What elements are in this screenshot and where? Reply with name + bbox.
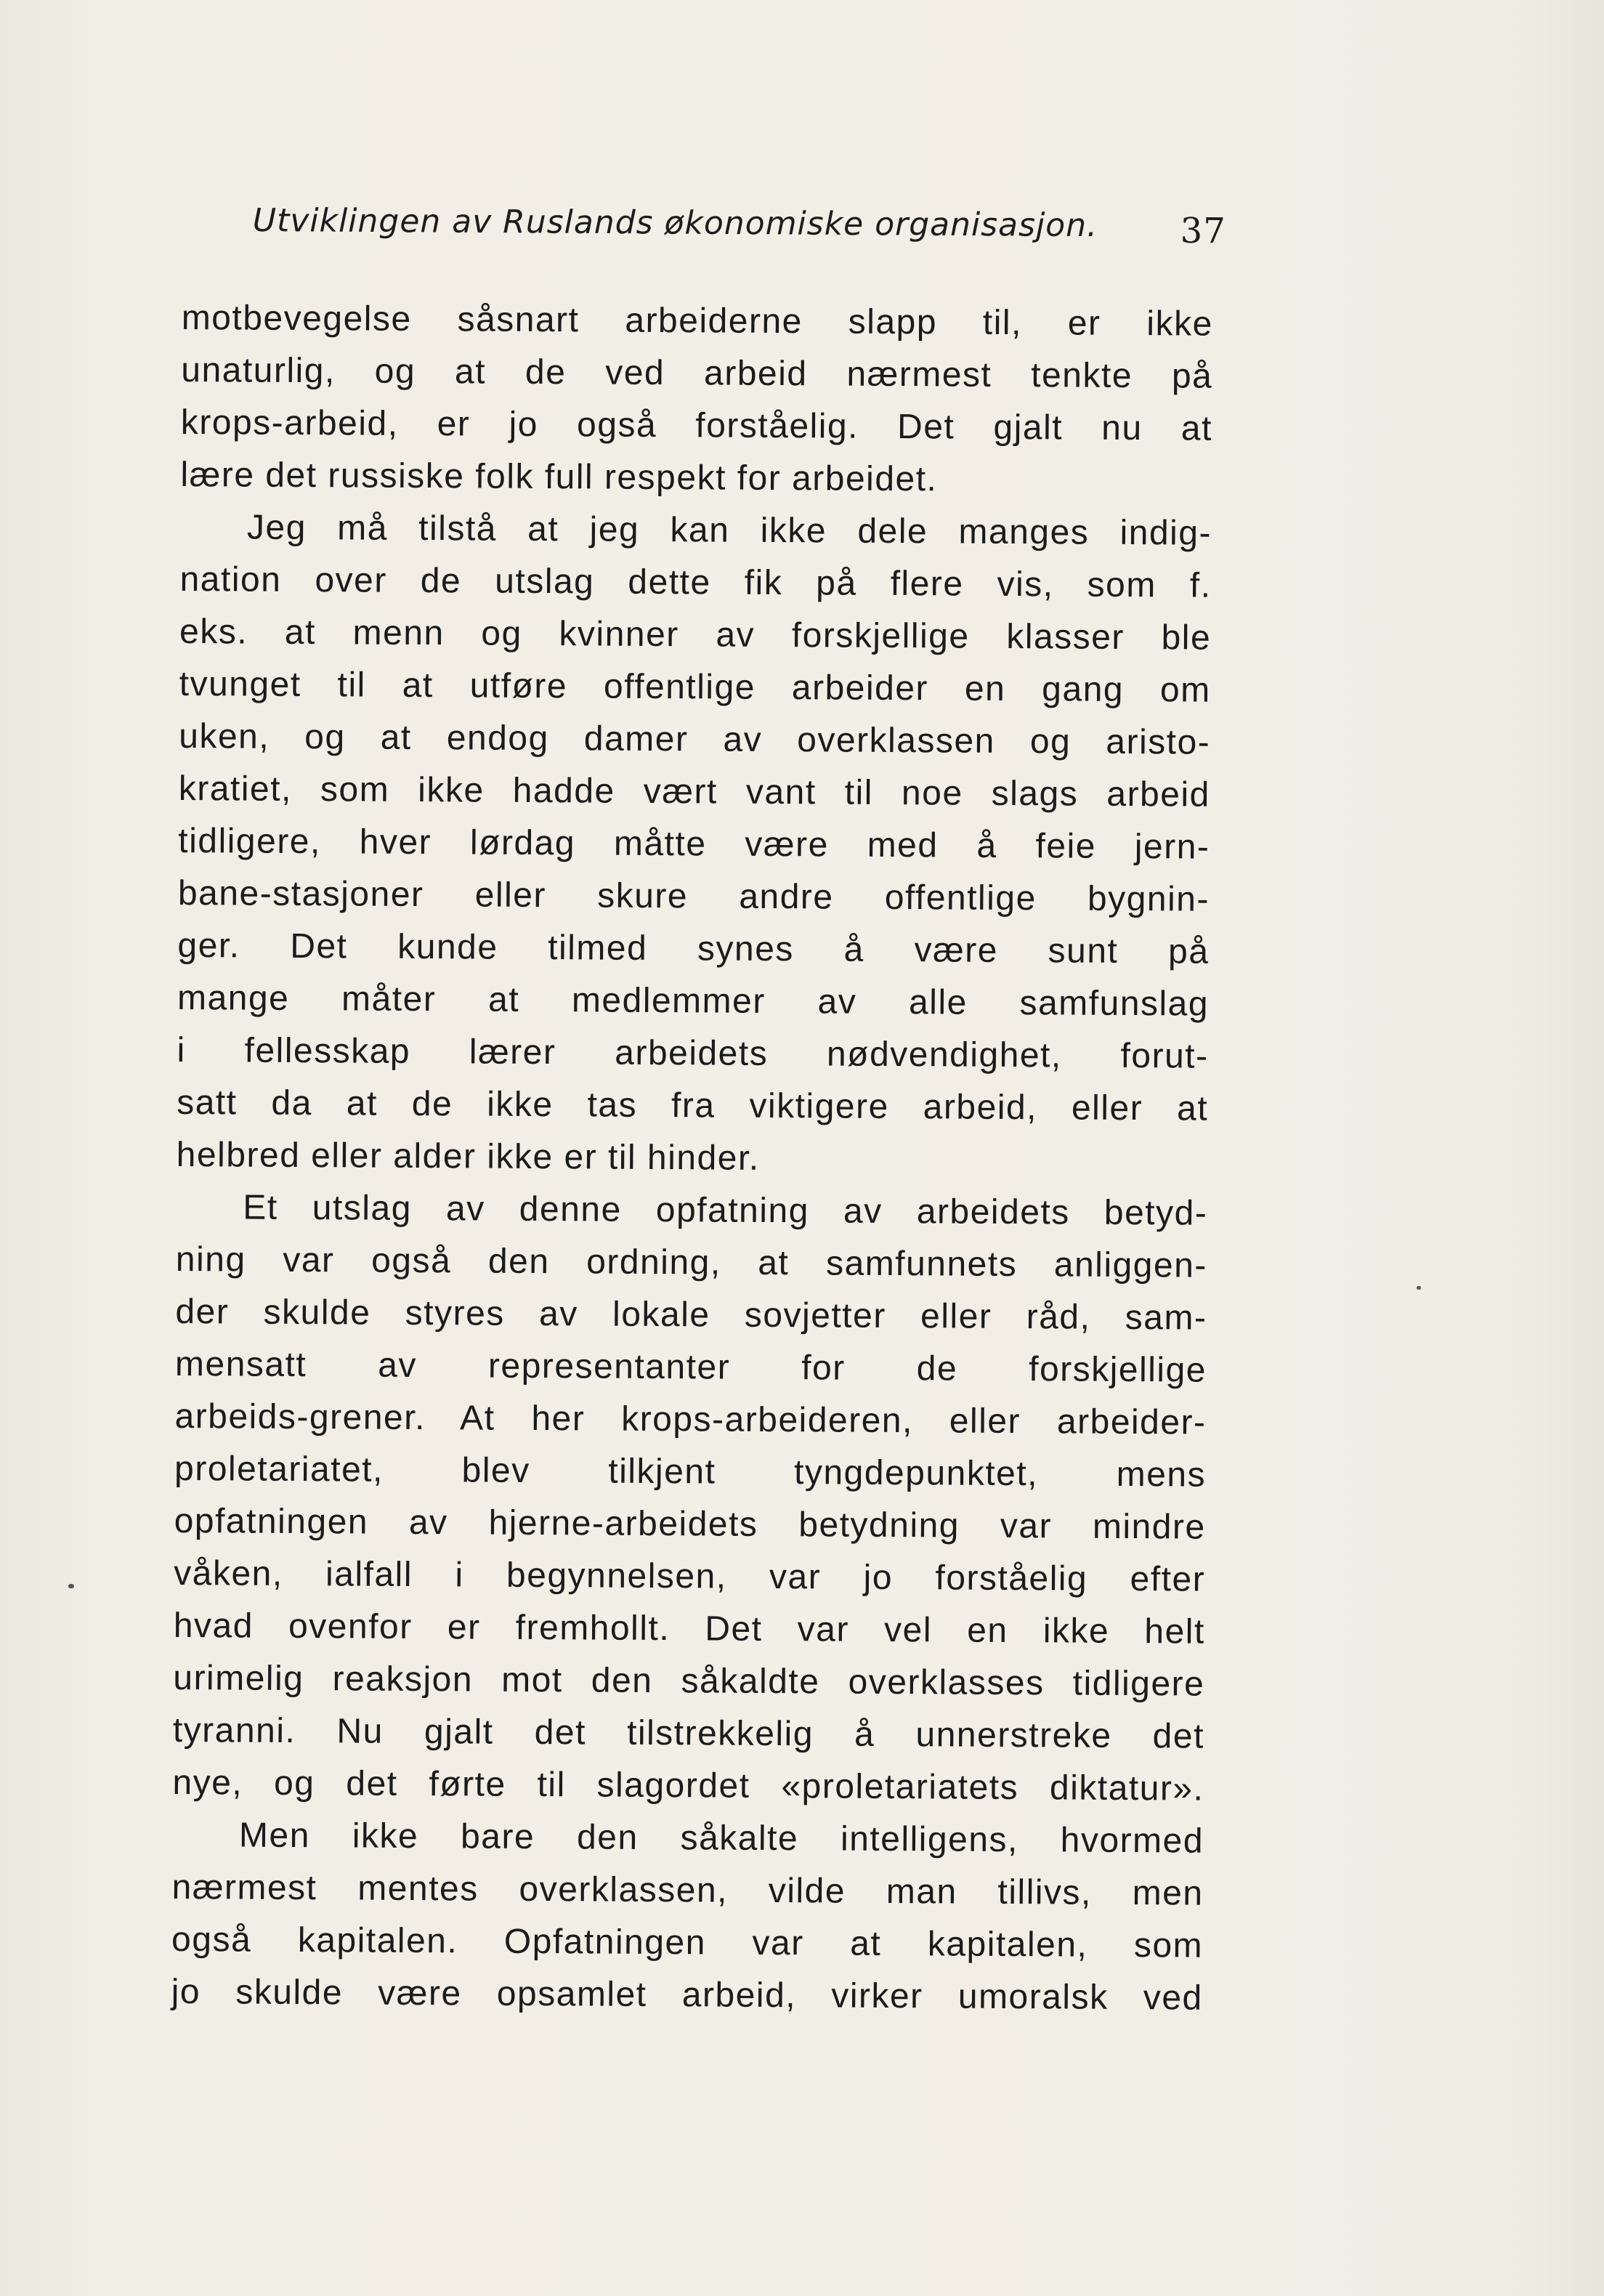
text-line: kratiet, som ikke hadde vært vant til noe slags arbeid bbox=[178, 769, 1210, 814]
text-line: nation over de utslag dette fik på flere vis, som f. bbox=[179, 559, 1212, 605]
text-line: nye, og det førte til slagordet «proletariatets diktatur». bbox=[172, 1763, 1204, 1808]
running-head-title: Utviklingen av Ruslands økonomiske organisasjon. bbox=[252, 202, 1098, 245]
text-line: der skulde styres av lokale sovjetter eller råd, sam- bbox=[175, 1292, 1207, 1338]
page-number: 37 bbox=[1180, 210, 1226, 252]
paragraph-start-line: Jeg må tilstå at jeg kan ikke dele manges indig- bbox=[246, 508, 1212, 553]
text-line: arbeids-grener. At her krops-arbeideren, eller arbeider- bbox=[174, 1396, 1207, 1442]
dust-speck bbox=[68, 1584, 74, 1588]
text-line: bane-stasjoner eller skure andre offentlige bygnin- bbox=[177, 873, 1210, 919]
text-line: uken, og at endog damer av overklassen og aristo- bbox=[179, 716, 1211, 762]
text-line: jo skulde være opsamlet arbeid, virker umoralsk ved bbox=[171, 1972, 1203, 2018]
dust-speck bbox=[1417, 1286, 1421, 1290]
paragraph-start-line: Et utslag av denne opfatning av arbeidets betyd- bbox=[243, 1188, 1208, 1233]
text-line: satt da at de ikke tas fra viktigere arbeid, eller at bbox=[177, 1083, 1209, 1128]
text-line: opfatningen av hjerne-arbeidets betydning var mindre bbox=[174, 1501, 1206, 1547]
text-line: tvunget til at utføre offentlige arbeider en gang om bbox=[179, 664, 1211, 710]
text-line: proletariatet, blev tilkjent tyngdepunktet, mens bbox=[174, 1449, 1207, 1495]
text-line: tyranni. Nu gjalt det tilstrekkelig å unnerstreke det bbox=[172, 1710, 1205, 1756]
text-line: lære det russiske folk full respekt for arbeidet. bbox=[180, 455, 938, 499]
text-line: unaturlig, og at de ved arbeid nærmest tenkte på bbox=[181, 350, 1213, 396]
text-line: ger. Det kunde tilmed synes å være sunt på bbox=[177, 926, 1210, 971]
text-line: våken, ialfall i begynnelsen, var jo forståelig efter bbox=[174, 1553, 1206, 1599]
body-text bbox=[171, 292, 1212, 2025]
text-line: motbevegelse såsnart arbeiderne slapp til, er ikke bbox=[181, 298, 1213, 344]
text-line: helbred eller alder ikke er til hinder. bbox=[176, 1135, 760, 1178]
text-line: ning var også den ordning, at samfunnets anliggen- bbox=[175, 1240, 1208, 1285]
text-line: mange måter at medlemmer av alle samfunslag bbox=[177, 978, 1210, 1024]
text-line: også kapitalen. Opfatningen var at kapitalen, som bbox=[171, 1920, 1204, 1965]
paragraph-start-line: Men ikke bare den såkalte intelligens, hvormed bbox=[238, 1816, 1204, 1861]
text-line: mensatt av representanter for de forskjellige bbox=[174, 1344, 1207, 1390]
text-line: eks. at menn og kvinner av forskjellige klasser ble bbox=[179, 612, 1212, 658]
text-line: urimelig reaksjon mot den såkaldte overklasses tidligere bbox=[173, 1658, 1205, 1704]
text-line: tidligere, hver lørdag måtte være med å feie jern- bbox=[178, 821, 1210, 867]
text-line: hvad ovenfor er fremhollt. Det var vel en ikke helt bbox=[173, 1606, 1205, 1652]
running-head bbox=[253, 202, 1226, 259]
text-line: nærmest mentes overklassen, vilde man tillivs, men bbox=[171, 1867, 1204, 1913]
text-line: i fellesskap lærer arbeidets nødvendighet, forut- bbox=[177, 1030, 1209, 1076]
text-line: krops-arbeid, er jo også forståelig. Det gjalt nu at bbox=[180, 403, 1213, 448]
